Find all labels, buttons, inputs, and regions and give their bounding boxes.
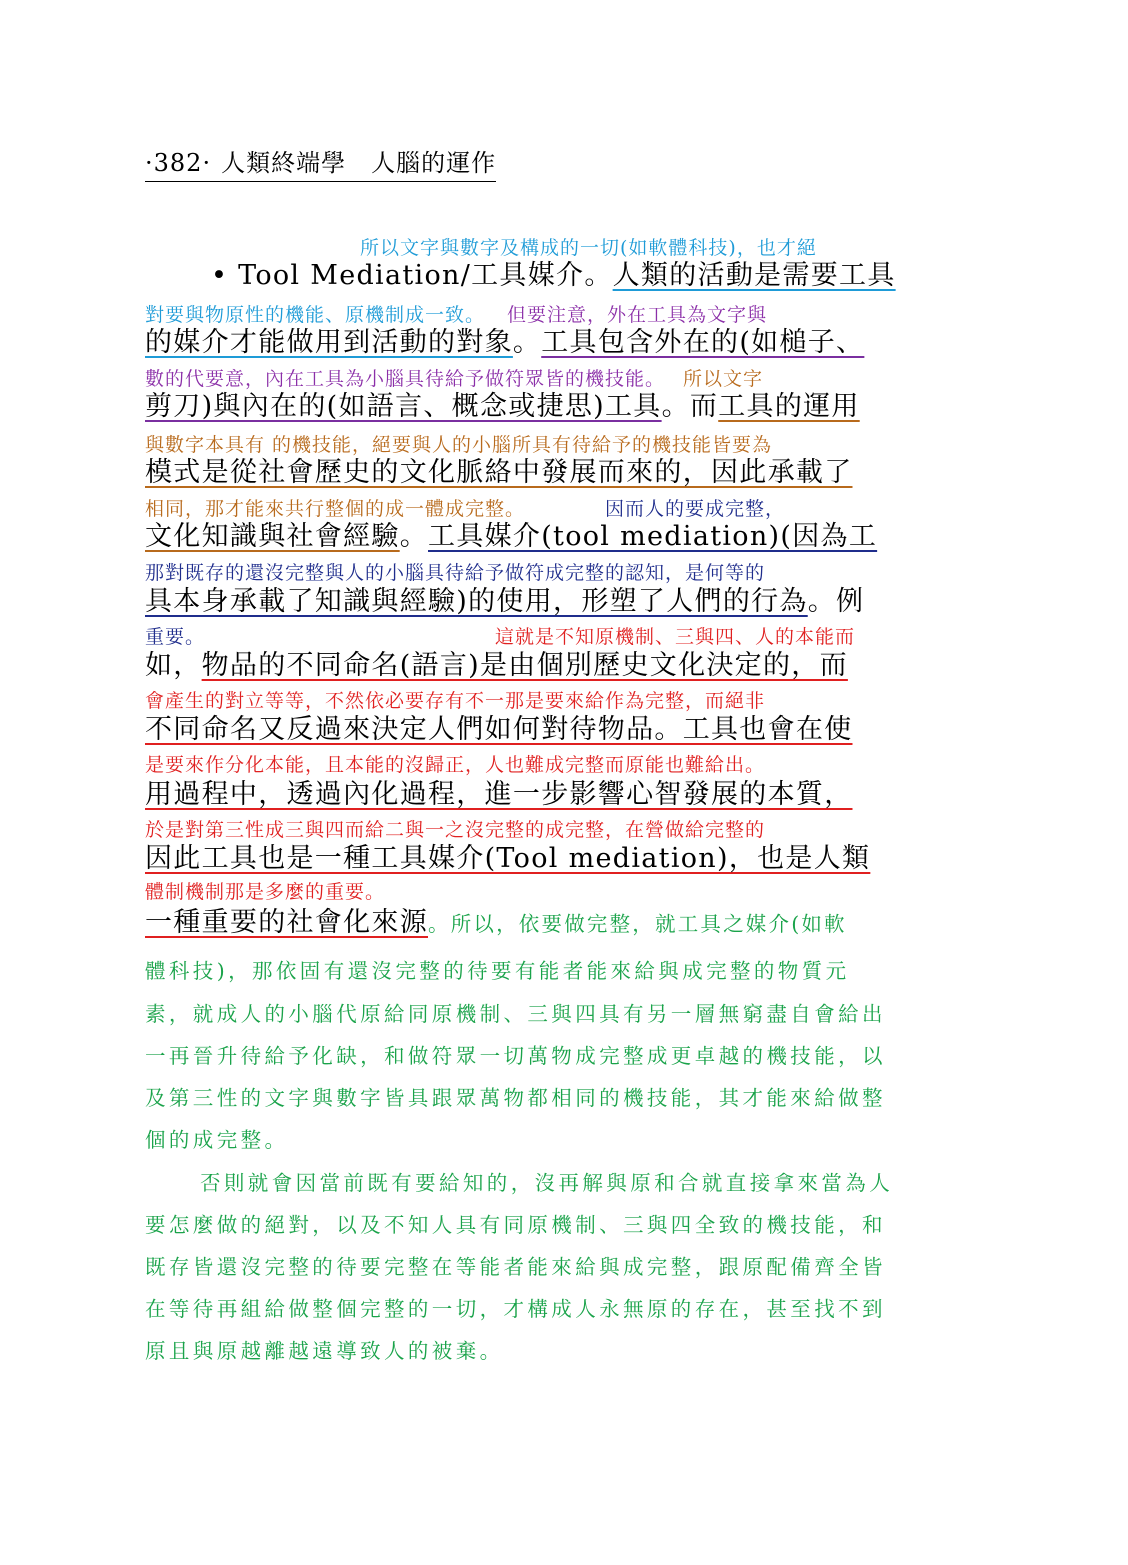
annotation-line [145, 500, 785, 519]
underlined-text: 一種重要的社會化來源 [145, 907, 428, 938]
underlined-text: 工具媒介(tool mediation)(因為工 [428, 521, 878, 552]
body-line [145, 652, 848, 679]
body-line [145, 845, 870, 872]
body-line [211, 262, 896, 289]
underlined-text: 因此工具也是一種工具媒介(Tool mediation)，也是人類 [145, 843, 871, 874]
annotation-text: 重要。 [145, 626, 206, 648]
commentary-text: 。所以，依要做完整，就工具之媒介(如軟 [428, 912, 847, 936]
body-line [145, 716, 853, 743]
commentary-line: 要怎麼做的絕對，以及不知人具有同原機制、三與四全致的機技能，和 [145, 1213, 886, 1237]
commentary-line: 及第三性的文字與數字皆具跟眾萬物都相同的機技能，其才能來給做整 [145, 1086, 886, 1110]
underlined-text: 不同命名又反過來決定人們如何對待物品。工具也會在使 [145, 714, 853, 745]
underlined-text: 人類的活動是需要工具 [612, 260, 896, 291]
body-text: 。例 [807, 586, 865, 617]
body-text: 如， [145, 650, 202, 681]
underlined-text: 用過程中，透過內化過程，進一步影響心智發展的本質， [145, 779, 853, 810]
annotation-line [145, 306, 767, 325]
annotation-line: 是要來作分化本能，且本能的沒歸正，人也難成完整而原能也難給出。 [145, 754, 766, 776]
header-title: 人類終端學 人腦的運作 [221, 149, 497, 177]
annotation-text: 對要與物原性的機能、原機制成一致。 [145, 304, 486, 326]
annotation-line [145, 370, 763, 389]
annotation-line [145, 628, 855, 647]
underlined-text: 模式是從社會歷史的文化脈絡中發展而來的，因此承載了 [145, 457, 853, 488]
commentary-line: 一再晉升待給予化缺，和做符眾一切萬物成完整成更卓越的機技能，以 [145, 1044, 886, 1068]
underlined-text: 工具的運用 [718, 391, 860, 422]
annotation-text: 數的代要意，內在工具為小腦具待給予做符眾皆的機技能。 [145, 368, 666, 390]
commentary-line: 在等待再組給做整個完整的一切，才構成人永無原的存在，甚至找不到 [145, 1297, 886, 1321]
commentary-line: 既存皆還沒完整的待要完整在等能者能來給與成完整，跟原配備齊全皆 [145, 1255, 886, 1279]
body-line [145, 909, 847, 936]
annotation-line: 與數字本具有 的機技能，絕要與人的小腦所具有待給予的機技能皆要為 [145, 434, 773, 456]
annotation-line: 會產生的對立等等，不然依必要存有不一那是要來給作為完整，而絕非 [145, 690, 766, 712]
body-line [145, 523, 877, 550]
commentary-line: 體科技)，那依固有還沒完整的待要有能者能來給與成完整的物質元 [145, 959, 850, 983]
annotation-line: 體制機制那是多麼的重要。 [145, 881, 386, 903]
body-text: • Tool Mediation/工具媒介。 [211, 260, 613, 291]
underlined-text: 剪刀)與內在的(如語言、概念或捷思)工具 [145, 391, 662, 422]
running-header [145, 147, 496, 182]
body-line [145, 459, 853, 486]
commentary-line: 個的成完整。 [145, 1128, 289, 1152]
commentary-line: 否則就會因當前既有要給知的，沒再解與原和合就直接拿來當為人 [200, 1171, 894, 1195]
annotation-line: 那對既存的還沒完整與人的小腦具待給予做符成完整的認知，是何等的 [145, 562, 766, 584]
body-line [145, 781, 853, 808]
commentary-line: 原且與原越離越遠導致人的被棄。 [145, 1339, 504, 1363]
underlined-text: 具本身承載了知識與經驗)的使用，形塑了人們的行為 [145, 586, 808, 617]
body-text: 。 [399, 521, 429, 552]
body-line [145, 329, 864, 356]
underlined-text: 物品的不同命名(語言)是由個別歷史文化決定的，而 [201, 650, 848, 681]
page-number: ·382· [145, 149, 212, 177]
body-line [145, 588, 864, 615]
underlined-text: 的媒介才能做用到活動的對象 [145, 327, 513, 358]
body-text: 。 [512, 327, 542, 358]
underlined-text: 工具包含外在的(如槌子、 [541, 327, 865, 358]
annotation-text: 所以文字 [683, 368, 764, 390]
annotation-text: 但要注意，外在工具為文字與 [507, 304, 768, 326]
annotation-text: 因而人的要成完整， [605, 498, 786, 520]
annotation-text: 這就是不知原機制、三與四、人的本能而 [495, 626, 856, 648]
commentary-line: 素，就成人的小腦代原給同原機制、三與四具有另一層無窮盡自會給出 [145, 1002, 886, 1026]
body-text: 。而 [661, 391, 719, 422]
body-line [145, 393, 860, 420]
annotation-line: 所以文字與數字及構成的一切(如軟體科技)，也才絕 [360, 237, 817, 259]
underlined-text: 文化知識與社會經驗 [145, 521, 400, 552]
annotation-line: 於是對第三性成三與四而給二與一之沒完整的成完整，在營做給完整的 [145, 819, 766, 841]
annotation-text: 相同，那才能來共行整個的成一體成完整。 [145, 498, 526, 520]
